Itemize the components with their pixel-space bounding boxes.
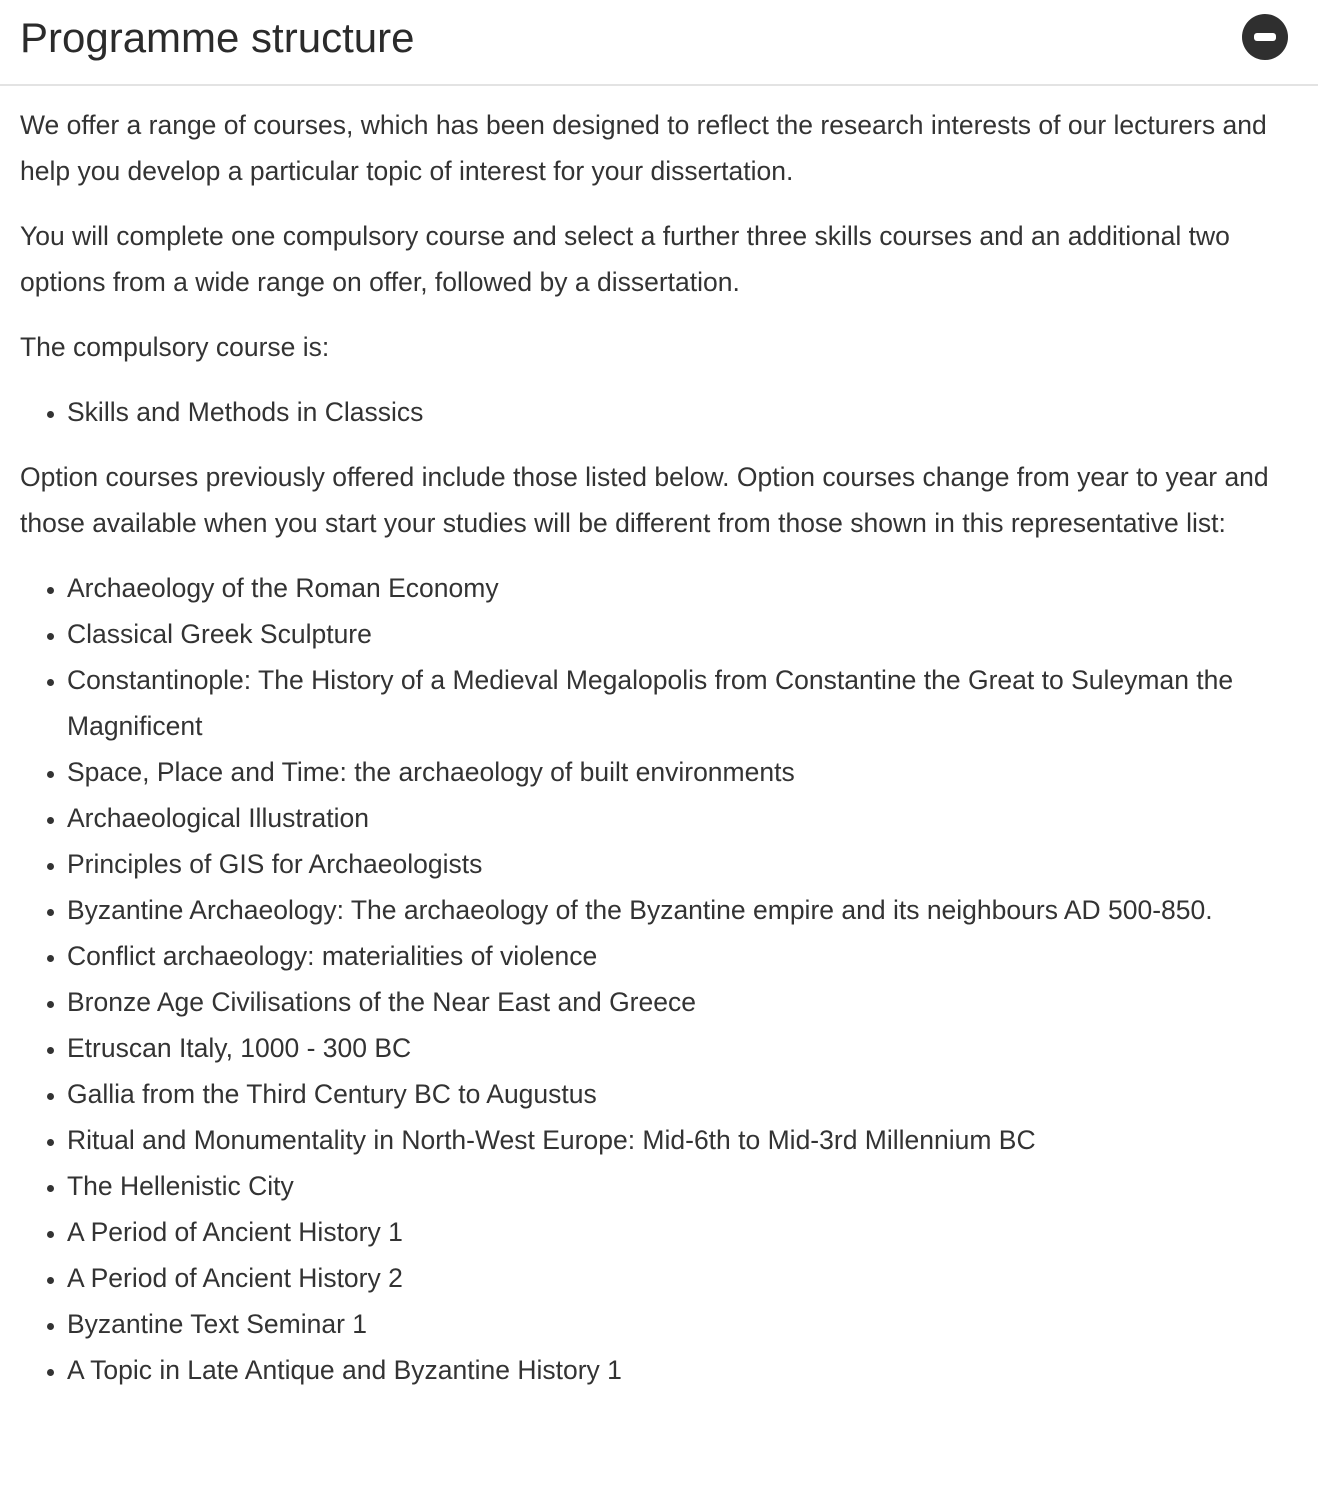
list-item: • Byzantine Text Seminar 1 [67, 1301, 1298, 1347]
list-item: • Skills and Methods in Classics [67, 389, 1298, 435]
list-item: • Constantinople: The History of a Medieval Megalopolis from Constantine the Great to Suleyman the Magnificent [67, 657, 1298, 749]
minus-bar [1254, 33, 1276, 41]
compulsory-heading: The compulsory course is: [20, 332, 330, 362]
list-item: • Etruscan Italy, 1000 - 300 BC [67, 1025, 1298, 1071]
list-item: • A Period of Ancient History 2 [67, 1255, 1298, 1301]
list-item: • Space, Place and Time: the archaeology of built environments [67, 749, 1298, 795]
accordion-content [0, 102, 1318, 1393]
compulsory-list [20, 389, 1298, 435]
list-item: • Classical Greek Sculpture [67, 611, 1298, 657]
section-title: Programme structure [20, 14, 415, 61]
list-item: • Byzantine Archaeology: The archaeology of the Byzantine empire and its neighbours AD 500-850. [67, 887, 1298, 933]
list-item: • Conflict archaeology: materialities of violence [67, 933, 1298, 979]
list-item: • Gallia from the Third Century BC to Augustus [67, 1071, 1298, 1117]
structure-paragraph: You will complete one compulsory course and select a further three skills courses and an additional two options from a wide range on offer, followed by a dissertation. [20, 221, 1230, 297]
list-item: • Principles of GIS for Archaeologists [67, 841, 1298, 887]
options-list [20, 565, 1298, 1393]
list-item: • Bronze Age Civilisations of the Near East and Greece [67, 979, 1298, 1025]
list-item: • The Hellenistic City [67, 1163, 1298, 1209]
list-item: • Archaeological Illustration [67, 795, 1298, 841]
list-item: • A Period of Ancient History 1 [67, 1209, 1298, 1255]
list-item: • Archaeology of the Roman Economy [67, 565, 1298, 611]
accordion-header[interactable] [0, 0, 1318, 86]
list-item: • Ritual and Monumentality in North-West Europe: Mid-6th to Mid-3rd Millennium BC [67, 1117, 1298, 1163]
minus-circle-icon[interactable] [1242, 14, 1288, 60]
list-item: • A Topic in Late Antique and Byzantine History 1 [67, 1347, 1298, 1393]
intro-paragraph: We offer a range of courses, which has been designed to reflect the research interests of our lecturers and help you develop a particular topic of interest for your dissertation. [20, 110, 1267, 186]
options-paragraph: Option courses previously offered include those listed below. Option courses change from year to year and those available when you start your studies will be different from those shown in this representative list: [20, 462, 1269, 538]
